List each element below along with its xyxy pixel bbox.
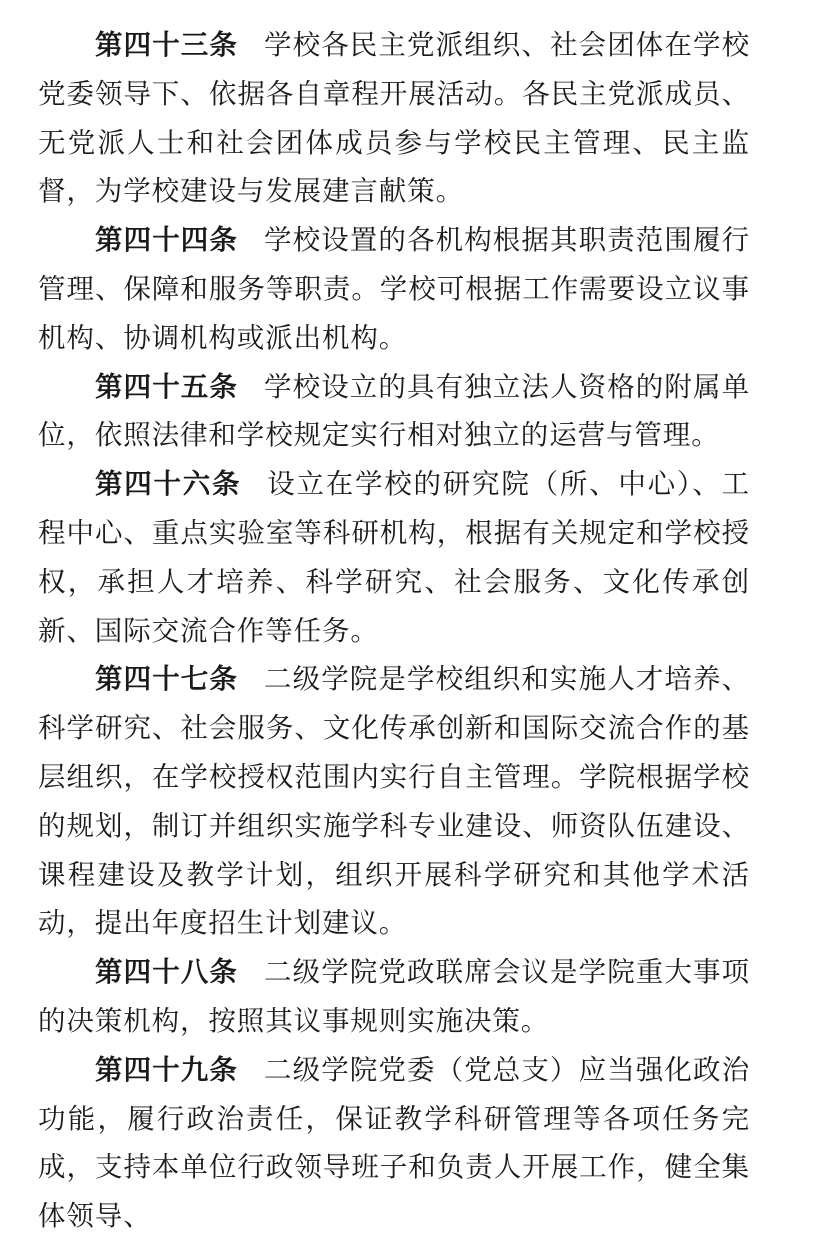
article-number: 第四十三条 [95,29,238,61]
article-number: 第四十六条 [95,468,242,501]
article-number: 第四十四条 [95,224,238,257]
article-text: 学校设置的各机构根据其职责范围履行管理、保障和服务等职责。学校可根据工作需要设立议事机构、协调机构或派出机构。 [38,224,750,354]
article-44 [38,216,750,362]
article-text: 二级学院党委（党总支）应当强化政治功能，履行政治责任，保证教学科研管理等各项任务完成，支持本单位行政领导班子和负责人开展工作，健全集体领导、 [38,1053,750,1233]
article-49 [38,1046,750,1241]
article-text: 学校设立的具有独立法人资格的附属单位，依照法律和学校规定实行相对独立的运营与管理。 [38,370,750,452]
article-47 [38,655,750,948]
article-text: 设立在学校的研究院（所、中心）、工程中心、重点实验室等科研机构，根据有关规定和学校授权，承担人才培养、科学研究、社会服务、文化传承创新、国际交流合作等任务。 [38,468,750,647]
article-text: 学校各民主党派组织、社会团体在学校党委领导下、依据各自章程开展活动。各民主党派成员、无党派人士和社会团体成员参与学校民主管理、民主监督，为学校建设与发展建言献策。 [38,29,750,208]
article-number: 第四十七条 [95,663,238,696]
document-page [38,21,750,1241]
article-number: 第四十八条 [95,956,238,989]
article-number: 第四十五条 [95,370,238,403]
article-46 [38,460,750,655]
article-text: 二级学院是学校组织和实施人才培养、科学研究、社会服务、文化传承创新和国际交流合作的基层组织，在学校授权范围内实行自主管理。学院根据学校的规划，制订并组织实施学科专业建设、师资队伍建设、课程建设及教学计划，组织开展科学研究和其他学术活动，提出年度招生计划建议。 [38,663,750,940]
article-43 [38,21,750,216]
article-45 [38,363,750,461]
article-48 [38,948,750,1046]
article-text: 二级学院党政联席会议是学院重大事项的决策机构，按照其议事规则实施决策。 [38,956,750,1037]
article-number: 第四十九条 [95,1053,238,1086]
